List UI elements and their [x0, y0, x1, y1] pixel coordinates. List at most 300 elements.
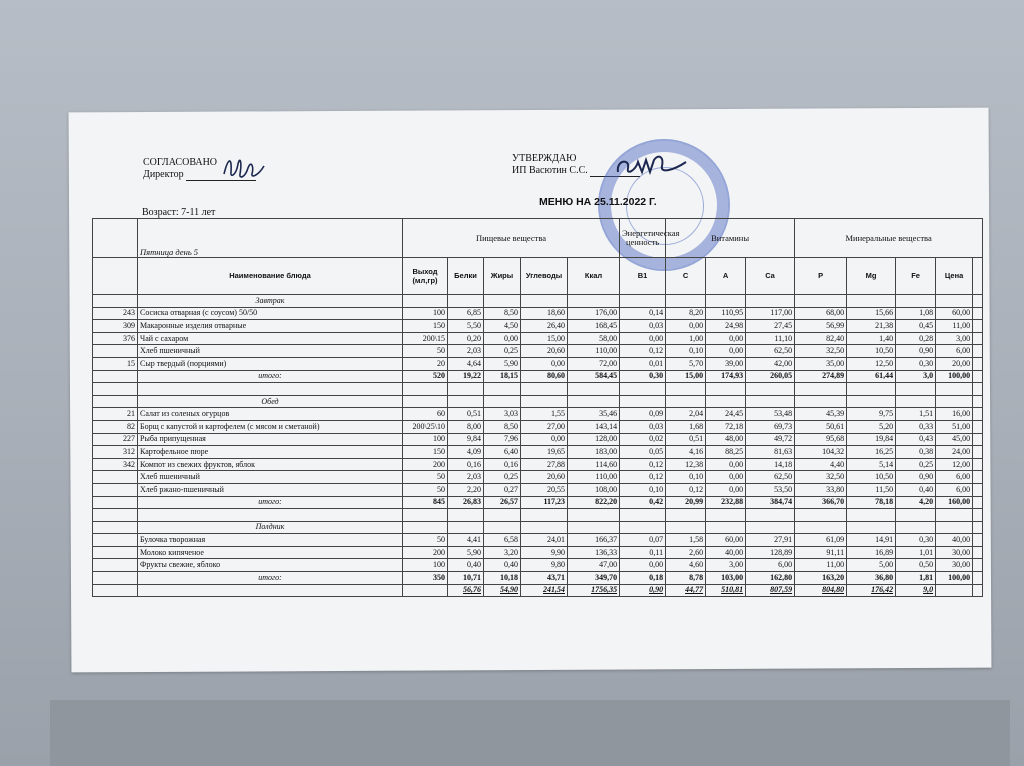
- cell-value: 95,68: [795, 433, 847, 446]
- cell-recipe-number: 227: [93, 433, 138, 446]
- grand-total-value: 0,90: [620, 584, 666, 597]
- cell-value: 7,96: [484, 433, 521, 446]
- col-dish-name: Наименование блюда: [138, 258, 403, 295]
- cell-value: 20,60: [521, 345, 568, 358]
- cell-value: 0,00: [620, 559, 666, 572]
- total-row: [93, 496, 983, 509]
- cell-dish-name: Фрукты свежие, яблоко: [138, 559, 403, 572]
- cell-empty: [973, 458, 983, 471]
- cell-dish-name: Борщ с капустой и картофелем (с мясом и сметаной): [138, 420, 403, 433]
- cell-value: 0,01: [620, 357, 666, 370]
- total-value: 10,18: [484, 572, 521, 585]
- cell-value: 39,00: [706, 357, 746, 370]
- total-value: 384,74: [746, 496, 795, 509]
- cell-dish-name: Сыр твердый (порциями): [138, 357, 403, 370]
- cell-value: 0,25: [484, 345, 521, 358]
- cell-value: 0,00: [484, 332, 521, 345]
- cell-value: 16,89: [847, 546, 896, 559]
- total-value: 8,78: [666, 572, 706, 585]
- cell-value: 4,50: [484, 320, 521, 333]
- cell-empty: [973, 483, 983, 496]
- vitamins-group-header: Витамины: [666, 219, 795, 258]
- cell-recipe-number: [93, 534, 138, 547]
- table-row: [93, 483, 983, 496]
- cell-value: 0,00: [706, 458, 746, 471]
- col-ca: Ca: [746, 258, 795, 295]
- breakfast-rows: [93, 307, 983, 370]
- cell-value: 0,25: [896, 458, 936, 471]
- total-value: 10,71: [448, 572, 484, 585]
- cell-dish-name: Молоко кипяченое: [138, 546, 403, 559]
- grand-total-row: [93, 584, 983, 597]
- menu-table: [92, 218, 983, 597]
- cell-value: 2,03: [448, 345, 484, 358]
- total-value: 19,22: [448, 370, 484, 383]
- cell-empty: [936, 584, 973, 597]
- cell-value: 6,85: [448, 307, 484, 320]
- grand-total-value: 54,90: [484, 584, 521, 597]
- cell-value: 0,40: [448, 559, 484, 572]
- cell-price: 45,00: [936, 433, 973, 446]
- agreed-label: СОГЛАСОВАНО: [143, 157, 218, 168]
- total-label: итого:: [138, 370, 403, 383]
- cell-value: 69,73: [746, 420, 795, 433]
- table-row: [93, 357, 983, 370]
- day-label: Пятница день 5: [138, 219, 403, 258]
- total-value: 0,42: [620, 496, 666, 509]
- cell-recipe-number: 309: [93, 320, 138, 333]
- total-value: 584,45: [568, 370, 620, 383]
- col-price: Цена: [936, 258, 973, 295]
- cell-yield: 50: [403, 471, 448, 484]
- cell-value: 0,90: [896, 345, 936, 358]
- col-p: P: [795, 258, 847, 295]
- total-value: 160,00: [936, 496, 973, 509]
- cell-value: 11,50: [847, 483, 896, 496]
- grand-total-value: 176,42: [847, 584, 896, 597]
- cell-value: 3,00: [706, 559, 746, 572]
- cell-value: 5,50: [448, 320, 484, 333]
- cell-value: 24,45: [706, 408, 746, 421]
- cell-value: 0,00: [521, 357, 568, 370]
- table-row: [93, 408, 983, 421]
- cell-value: 91,11: [795, 546, 847, 559]
- cell-value: 0,00: [706, 483, 746, 496]
- cell-value: 0,12: [620, 458, 666, 471]
- total-value: 36,80: [847, 572, 896, 585]
- cell-value: 2,60: [666, 546, 706, 559]
- cell-yield: 200: [403, 546, 448, 559]
- cell-value: 0,00: [521, 433, 568, 446]
- cell-value: 8,20: [666, 307, 706, 320]
- total-value: 61,44: [847, 370, 896, 383]
- cell-value: 0,12: [620, 345, 666, 358]
- table-row: [93, 546, 983, 559]
- cell-value: 176,00: [568, 307, 620, 320]
- cell-value: 0,43: [896, 433, 936, 446]
- cell-value: 24,98: [706, 320, 746, 333]
- total-value: 822,20: [568, 496, 620, 509]
- cell-yield: 50: [403, 483, 448, 496]
- cell-value: 47,00: [568, 559, 620, 572]
- cell-value: 0,00: [706, 471, 746, 484]
- col-a: A: [706, 258, 746, 295]
- total-value: 1,81: [896, 572, 936, 585]
- table-row: [93, 559, 983, 572]
- cell-empty: [973, 446, 983, 459]
- cell-price: 3,00: [936, 332, 973, 345]
- cell-value: 0,30: [896, 357, 936, 370]
- breakfast-total-row: [93, 370, 983, 383]
- cell-value: 1,08: [896, 307, 936, 320]
- cell-value: 136,33: [568, 546, 620, 559]
- spacer-row: [93, 383, 983, 396]
- cell-yield: 20: [403, 357, 448, 370]
- col-mg: Mg: [847, 258, 896, 295]
- cell-value: 50,61: [795, 420, 847, 433]
- cell-value: 5,00: [847, 559, 896, 572]
- table-row: [93, 433, 983, 446]
- snack-total-row: [93, 572, 983, 585]
- cell-yield: 60: [403, 408, 448, 421]
- cell-dish-name: Хлеб пшеничный: [138, 471, 403, 484]
- cell-value: 88,25: [706, 446, 746, 459]
- cell-value: 14,91: [847, 534, 896, 547]
- cell-yield: 100: [403, 307, 448, 320]
- cell-value: 10,50: [847, 345, 896, 358]
- cell-value: 32,50: [795, 471, 847, 484]
- cell-value: 8,00: [448, 420, 484, 433]
- approve-label: УТВЕРЖДАЮ: [512, 153, 577, 164]
- cell-value: 1,55: [521, 408, 568, 421]
- total-value: 18,15: [484, 370, 521, 383]
- cell-value: 166,37: [568, 534, 620, 547]
- cell-dish-name: Компот из свежих фруктов, яблок: [138, 458, 403, 471]
- background-surface: [50, 700, 1010, 766]
- col-proteins: Белки: [448, 258, 484, 295]
- cell-value: 0,16: [448, 458, 484, 471]
- cell-yield: 100: [403, 433, 448, 446]
- cell-recipe-number: 243: [93, 307, 138, 320]
- cell-value: 8,50: [484, 420, 521, 433]
- cell-empty: [403, 584, 448, 597]
- grand-total-value: 510,81: [706, 584, 746, 597]
- cell-price: 40,00: [936, 534, 973, 547]
- cell-price: 51,00: [936, 420, 973, 433]
- cell-value: 9,75: [847, 408, 896, 421]
- cell-value: 0,28: [896, 332, 936, 345]
- cell-empty: [138, 584, 403, 597]
- table-row: [93, 332, 983, 345]
- menu-title: МЕНЮ НА 25.11.2022 Г.: [539, 196, 657, 208]
- cell-value: 143,14: [568, 420, 620, 433]
- total-value: 0,18: [620, 572, 666, 585]
- grand-total-value: 9,0: [896, 584, 936, 597]
- approver-signature: [612, 150, 692, 180]
- total-value: 366,70: [795, 496, 847, 509]
- total-value: 162,80: [746, 572, 795, 585]
- cell-value: 0,27: [484, 483, 521, 496]
- lunch-total-row: [93, 496, 983, 509]
- total-value: 43,71: [521, 572, 568, 585]
- cell-value: 0,33: [896, 420, 936, 433]
- section-header: [93, 295, 983, 308]
- cell-value: 128,00: [568, 433, 620, 446]
- cell-value: 5,70: [666, 357, 706, 370]
- cell-value: 5,90: [484, 357, 521, 370]
- cell-dish-name: Рыба припущенная: [138, 433, 403, 446]
- total-value: 274,89: [795, 370, 847, 383]
- cell-value: 1,00: [666, 332, 706, 345]
- cell-value: 1,51: [896, 408, 936, 421]
- cell-dish-name: Макаронные изделия отварные: [138, 320, 403, 333]
- cell-value: 33,80: [795, 483, 847, 496]
- cell-value: 16,25: [847, 446, 896, 459]
- cell-value: 53,50: [746, 483, 795, 496]
- cell-value: 35,46: [568, 408, 620, 421]
- cell-value: 0,40: [484, 559, 521, 572]
- lunch-rows: [93, 408, 983, 496]
- cell-value: 1,58: [666, 534, 706, 547]
- cell-value: 0,30: [896, 534, 936, 547]
- cell-value: 0,00: [706, 345, 746, 358]
- cell-value: 26,40: [521, 320, 568, 333]
- spacer-row: [93, 509, 983, 522]
- cell-value: 21,38: [847, 320, 896, 333]
- table-row: [93, 307, 983, 320]
- total-value: 117,23: [521, 496, 568, 509]
- cell-value: 4,40: [795, 458, 847, 471]
- cell-value: 183,00: [568, 446, 620, 459]
- cell-dish-name: Булочка творожная: [138, 534, 403, 547]
- cell-price: 20,00: [936, 357, 973, 370]
- cell-empty: [973, 471, 983, 484]
- col-yield: Выход (мл,гр): [403, 258, 448, 295]
- total-value: 174,93: [706, 370, 746, 383]
- cell-recipe-number: 312: [93, 446, 138, 459]
- cell-recipe-number: 21: [93, 408, 138, 421]
- table-column-header: [93, 258, 983, 295]
- cell-value: 4,64: [448, 357, 484, 370]
- cell-value: 0,14: [620, 307, 666, 320]
- cell-value: 0,38: [896, 446, 936, 459]
- cell-price: 16,00: [936, 408, 973, 421]
- cell-value: 4,09: [448, 446, 484, 459]
- cell-empty: [973, 332, 983, 345]
- cell-empty: [973, 307, 983, 320]
- grand-total-value: 241,54: [521, 584, 568, 597]
- cell-value: 11,00: [795, 559, 847, 572]
- grand-total-row: [93, 584, 983, 597]
- section-header: [93, 521, 983, 534]
- total-value: 349,70: [568, 572, 620, 585]
- cell-value: 168,45: [568, 320, 620, 333]
- total-value: 15,00: [666, 370, 706, 383]
- cell-value: 82,40: [795, 332, 847, 345]
- cell-empty: [973, 572, 983, 585]
- cell-recipe-number: 376: [93, 332, 138, 345]
- cell-value: 27,91: [746, 534, 795, 547]
- cell-empty: [973, 433, 983, 446]
- age-label: Возраст: 7-11 лет: [142, 207, 216, 218]
- cell-recipe-number: [93, 483, 138, 496]
- cell-empty: [973, 496, 983, 509]
- cell-yield: 200: [403, 458, 448, 471]
- cell-value: 0,45: [896, 320, 936, 333]
- cell-value: 60,00: [706, 534, 746, 547]
- cell-value: 24,01: [521, 534, 568, 547]
- cell-value: 14,18: [746, 458, 795, 471]
- cell-empty: [973, 320, 983, 333]
- table-row: [93, 534, 983, 547]
- cell-empty: [93, 370, 138, 383]
- table-row: [93, 446, 983, 459]
- cell-value: 0,11: [620, 546, 666, 559]
- total-label: итого:: [138, 496, 403, 509]
- cell-price: 6,00: [936, 345, 973, 358]
- cell-value: 5,14: [847, 458, 896, 471]
- cell-value: 11,10: [746, 332, 795, 345]
- cell-value: 9,90: [521, 546, 568, 559]
- total-value: 103,00: [706, 572, 746, 585]
- cell-empty: [973, 408, 983, 421]
- cell-empty: [93, 496, 138, 509]
- cell-value: 72,00: [568, 357, 620, 370]
- total-value: 3,0: [896, 370, 936, 383]
- cell-value: 9,84: [448, 433, 484, 446]
- cell-value: 8,50: [484, 307, 521, 320]
- total-label: итого:: [138, 572, 403, 585]
- grand-total-value: 807,59: [746, 584, 795, 597]
- cell-value: 10,50: [847, 471, 896, 484]
- cell-value: 0,00: [706, 332, 746, 345]
- cell-value: 110,00: [568, 345, 620, 358]
- total-value: 78,18: [847, 496, 896, 509]
- section-header: [93, 395, 983, 408]
- cell-yield: 50: [403, 345, 448, 358]
- col-kcal: Ккал: [568, 258, 620, 295]
- cell-dish-name: Хлеб пшеничный: [138, 345, 403, 358]
- director-label: Директор: [143, 169, 184, 180]
- cell-value: 19,84: [847, 433, 896, 446]
- cell-recipe-number: 15: [93, 357, 138, 370]
- total-value: 100,00: [936, 370, 973, 383]
- cell-value: 104,32: [795, 446, 847, 459]
- cell-value: 0,00: [620, 332, 666, 345]
- cell-value: 1,40: [847, 332, 896, 345]
- cell-value: 5,90: [448, 546, 484, 559]
- col-fats: Жиры: [484, 258, 521, 295]
- total-value: 232,88: [706, 496, 746, 509]
- total-row: [93, 572, 983, 585]
- cell-value: 19,65: [521, 446, 568, 459]
- cell-empty: [93, 572, 138, 585]
- cell-value: 68,00: [795, 307, 847, 320]
- section-breakfast: Завтрак: [138, 295, 403, 308]
- table-row: [93, 320, 983, 333]
- grand-total-value: 804,80: [795, 584, 847, 597]
- cell-value: 48,00: [706, 433, 746, 446]
- cell-value: 0,03: [620, 320, 666, 333]
- cell-value: 6,58: [484, 534, 521, 547]
- total-value: 520: [403, 370, 448, 383]
- cell-value: 62,50: [746, 471, 795, 484]
- cell-value: 56,99: [795, 320, 847, 333]
- cell-value: 27,88: [521, 458, 568, 471]
- cell-value: 3,03: [484, 408, 521, 421]
- cell-value: 62,50: [746, 345, 795, 358]
- cell-price: 6,00: [936, 471, 973, 484]
- cell-value: 2,20: [448, 483, 484, 496]
- cell-dish-name: Салат из соленых огурцов: [138, 408, 403, 421]
- table-row: [93, 458, 983, 471]
- cell-value: 35,00: [795, 357, 847, 370]
- cell-value: 0,20: [448, 332, 484, 345]
- cell-yield: 50: [403, 534, 448, 547]
- cell-value: 18,60: [521, 307, 568, 320]
- cell-empty: [973, 357, 983, 370]
- table-row: [93, 471, 983, 484]
- cell-empty: [973, 370, 983, 383]
- cell-value: 110,00: [568, 471, 620, 484]
- section-snack: Полдник: [138, 521, 403, 534]
- cell-value: 114,60: [568, 458, 620, 471]
- cell-value: 49,72: [746, 433, 795, 446]
- cell-price: 30,00: [936, 546, 973, 559]
- total-value: 350: [403, 572, 448, 585]
- total-value: 163,20: [795, 572, 847, 585]
- cell-value: 3,20: [484, 546, 521, 559]
- cell-value: 0,10: [666, 471, 706, 484]
- total-value: 845: [403, 496, 448, 509]
- cell-value: 20,60: [521, 471, 568, 484]
- table-group-header: [93, 219, 983, 258]
- cell-recipe-number: [93, 559, 138, 572]
- cell-empty: [973, 546, 983, 559]
- energy-group-header: Энергетическая ценность: [620, 219, 666, 258]
- cell-value: 27,45: [746, 320, 795, 333]
- cell-value: 45,39: [795, 408, 847, 421]
- cell-yield: 100: [403, 559, 448, 572]
- cell-empty: [973, 534, 983, 547]
- total-value: 26,57: [484, 496, 521, 509]
- cell-price: 11,00: [936, 320, 973, 333]
- cell-empty: [93, 584, 138, 597]
- cell-value: 5,20: [847, 420, 896, 433]
- cell-value: 12,38: [666, 458, 706, 471]
- cell-value: 0,25: [484, 471, 521, 484]
- cell-value: 9,80: [521, 559, 568, 572]
- cell-value: 40,00: [706, 546, 746, 559]
- cell-value: 81,63: [746, 446, 795, 459]
- cell-value: 61,09: [795, 534, 847, 547]
- cell-value: 15,66: [847, 307, 896, 320]
- cell-recipe-number: [93, 471, 138, 484]
- cell-value: 0,40: [896, 483, 936, 496]
- cell-value: 0,05: [620, 446, 666, 459]
- cell-value: 0,03: [620, 420, 666, 433]
- cell-recipe-number: [93, 345, 138, 358]
- minerals-group-header: Минеральные вещества: [795, 219, 983, 258]
- cell-value: 15,00: [521, 332, 568, 345]
- cell-recipe-number: 342: [93, 458, 138, 471]
- cell-value: 2,04: [666, 408, 706, 421]
- cell-value: 0,12: [666, 483, 706, 496]
- cell-price: 30,00: [936, 559, 973, 572]
- col-carbs: Углеводы: [521, 258, 568, 295]
- cell-value: 1,01: [896, 546, 936, 559]
- total-value: 0,30: [620, 370, 666, 383]
